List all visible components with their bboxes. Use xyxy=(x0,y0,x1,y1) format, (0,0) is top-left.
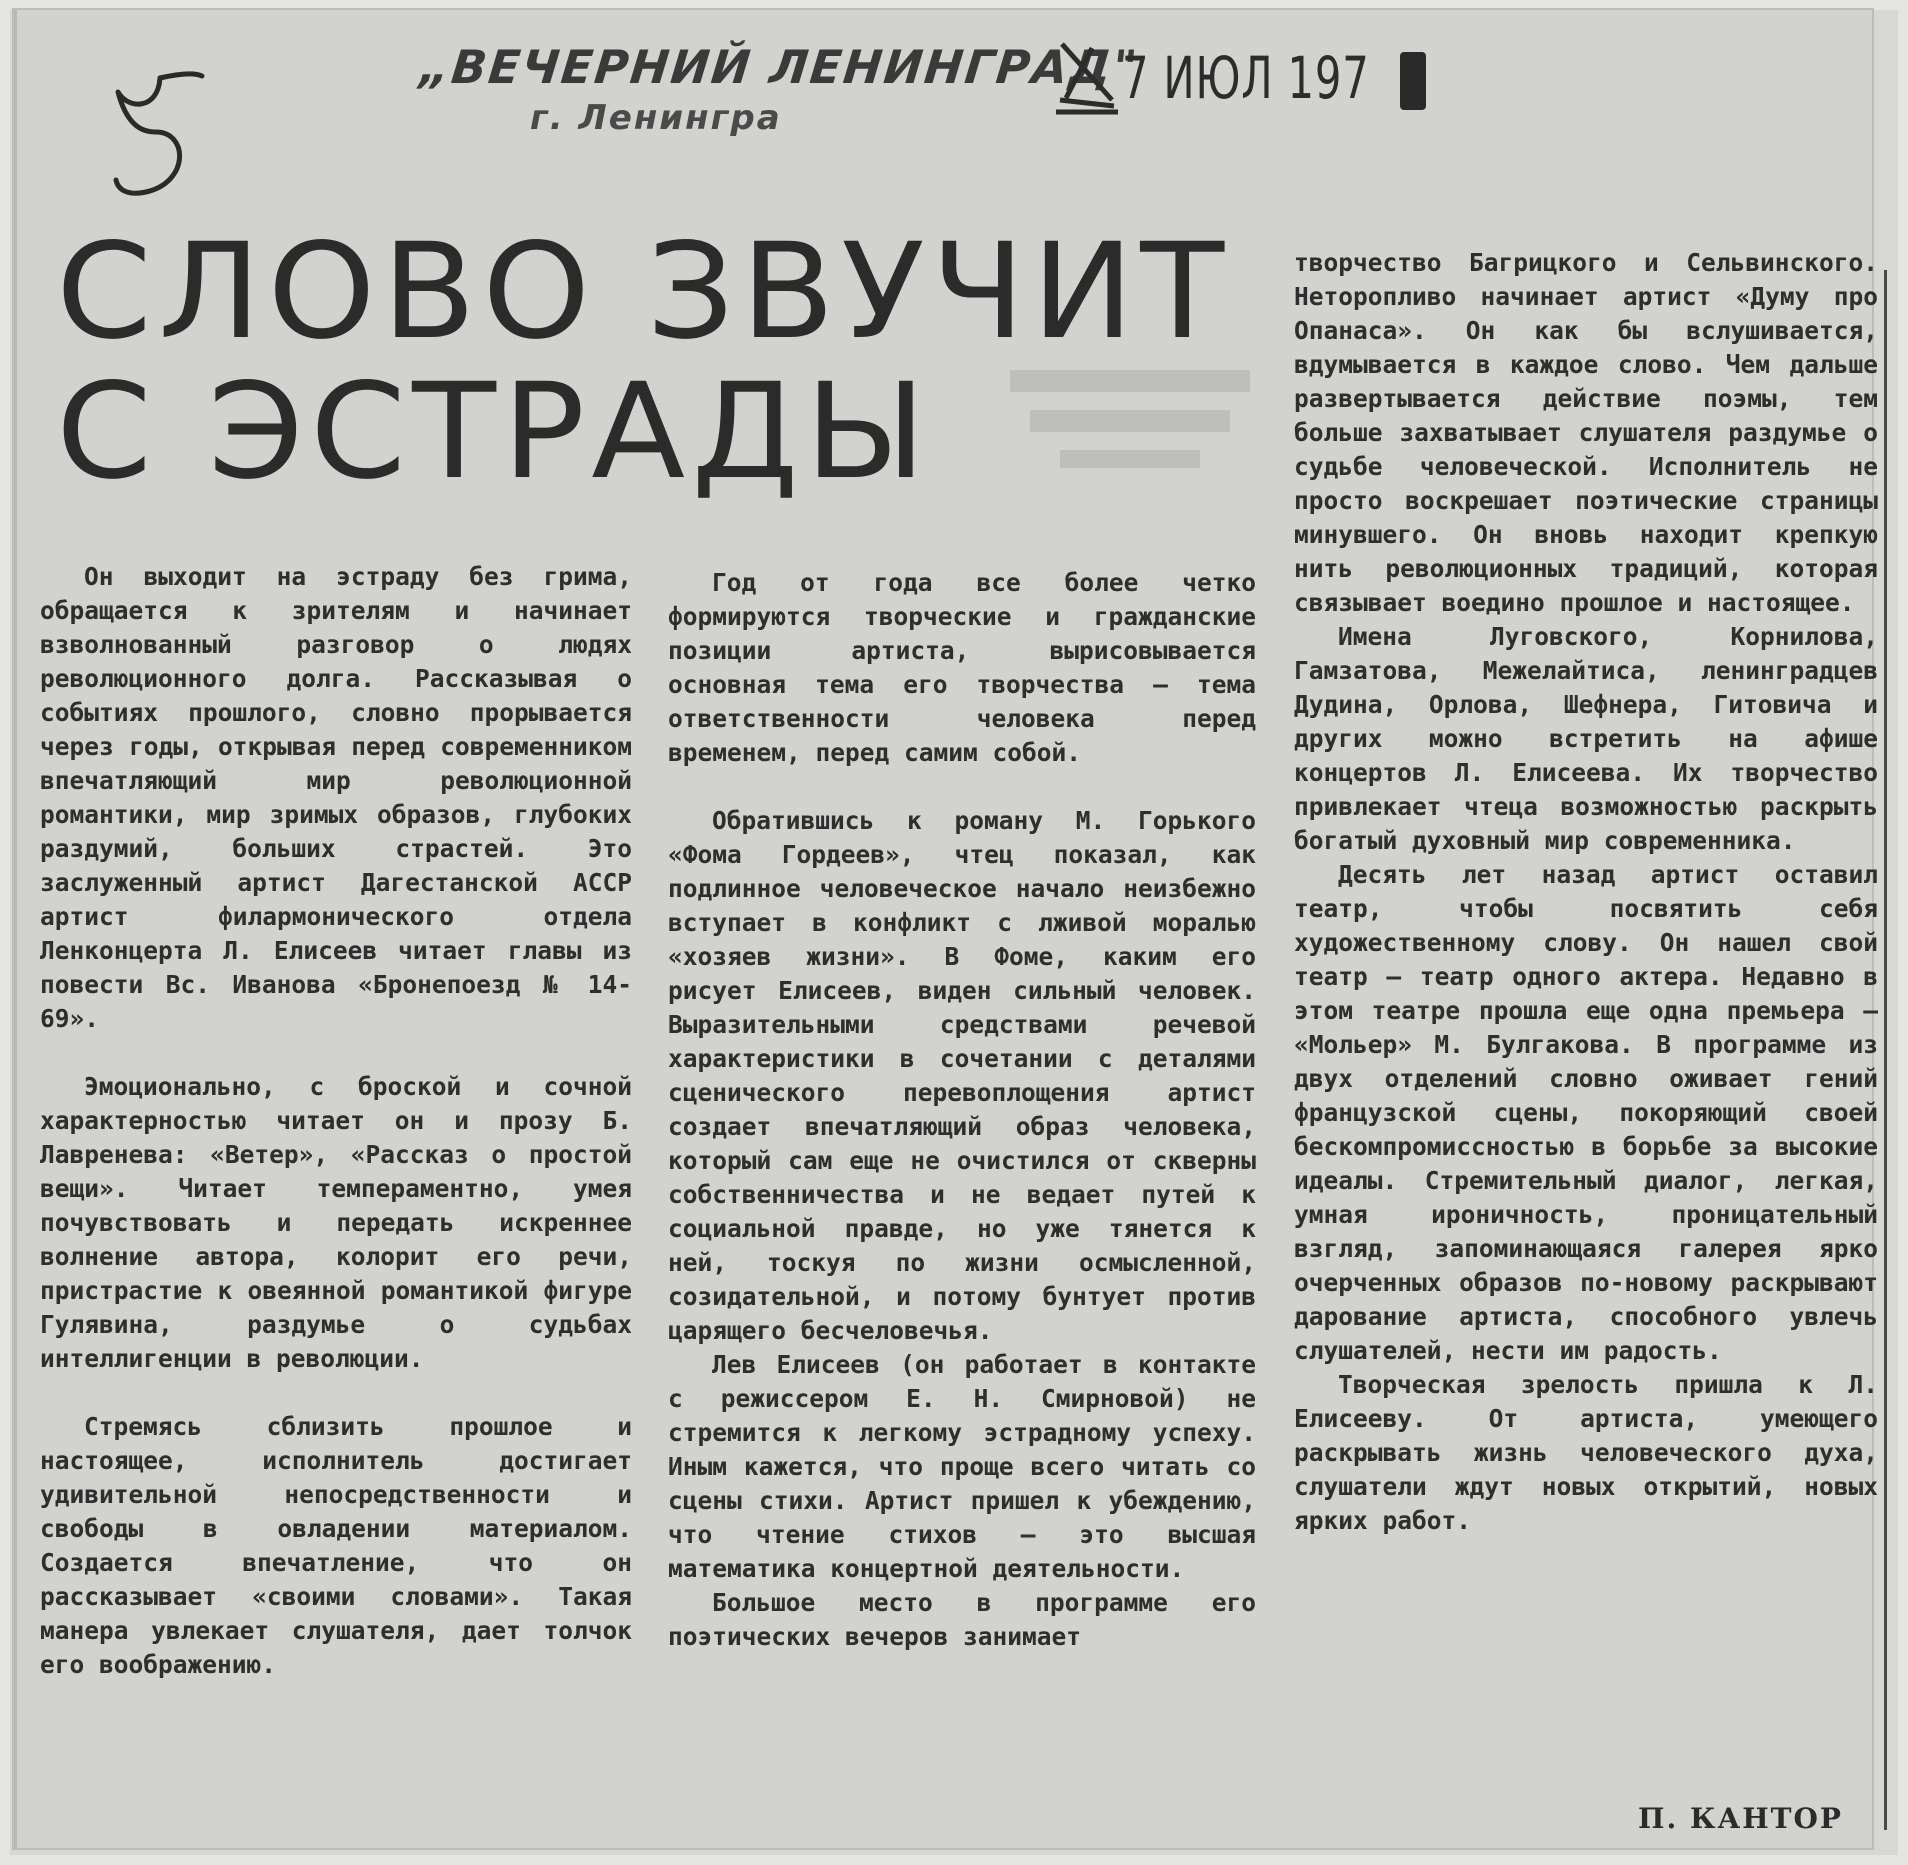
newspaper-name-stamp: „ВЕЧЕРНИЙ ЛЕНИНГРАД" xyxy=(417,40,1142,94)
article-column-2 xyxy=(668,566,1256,1654)
paragraph: Эмоционально, с броской и сочной характерностью читает он и прозу Б. Лавренева: «Ветер», «Рассказ о простой вещи». Читает темпераментно, умея почувствовать и передать искреннее волнение автора, колорит его речи, пристрастие к овеянной романтикой фигуре Гулявина, раздумье о судьбах интеллигенции в революции. xyxy=(40,1072,632,1373)
city-stamp: г. Ленингра xyxy=(530,98,782,138)
article-column-3 xyxy=(1294,246,1878,1538)
article-headline xyxy=(56,215,1231,509)
clipping-right-edge xyxy=(1884,270,1887,1830)
paragraph: Творческая зрелость пришла к Л. Елисееву. От артиста, умеющего раскрывать жизнь человеческого духа, слушатели ждут новых открытий, новых ярких работ. xyxy=(1294,1370,1878,1535)
date-stamp-blot xyxy=(1400,52,1426,110)
paragraph: Год от года все более четко формируются творческие и гражданские позиции артиста, вырисовывается основная тема его творчества — тема ответственности человека перед временем, перед самим собой. xyxy=(668,568,1256,767)
article-column-1 xyxy=(40,560,632,1682)
paragraph: Обратившись к роману М. Горького «Фома Гордеев», чтец показал, как подлинное человеческое начало неизбежно вступает в конфликт с лживой моралью «хозяев жизни». В Фоме, каким его рисует Елисеев, виден сильный человек. Выразительными средствами речевой характеристики в сочетании с деталями сценического перевоплощения артист создает впечатляющий образ человека, который сам еще не очистился от скверны собственничества и не ведает путей к социальной правде, но уже тянется к ней, тоскуя по жизни осмысленной, созидательной, и потому бунтует против царящего бесчеловечья. xyxy=(668,806,1256,1345)
headline-line-1: СЛОВО ЗВУЧИТ xyxy=(56,215,1231,369)
paragraph: Имена Луговского, Корнилова, Гамзатова, Межелайтиса, ленинградцев Дудина, Орлова, Шефнера, Гитовича и других можно встретить на афише концертов Л. Елисеева. Их творчество привлекает чтеца возможностью раскрыть богатый духовный мир современника. xyxy=(1294,622,1878,855)
paragraph: Большое место в программе его поэтических вечеров занимает xyxy=(668,1588,1256,1651)
headline-line-2: С ЭСТРАДЫ xyxy=(56,355,933,509)
stamp-mark-icon xyxy=(1052,40,1122,118)
paragraph: Он выходит на эстраду без грима, обращается к зрителям и начинает взволнованный разговор о людях революционного долга. Рассказывая о событиях прошлого, словно прорывается через годы, открывая перед современником впечатляющий мир революционной романтики, мир зримых образов, глубоких раздумий, больших страстей. Это заслуженный артист Дагестанской АССР артист филармонического отдела Ленконцерта Л. Елисеев читает главы из повести Вс. Иванова «Бронепоезд № 14-69». xyxy=(40,562,632,1033)
paragraph: Десять лет назад артист оставил театр, чтобы посвятить себя художественному слову. Он нашел свой театр — театр одного актера. Недавно в этом театре прошла еще одна премьера — «Мольер» М. Булгакова. В программе из двух отделений словно оживает гений французской сцены, покоряющий своей бескомпромиссностью в борьбе за высокие идеалы. Стремительный диалог, легкая, умная ироничность, проницательный взгляд, запоминающаяся галерея ярко очерченных образов по-новому раскрывают дарование артиста, способного увлечь слушателей, нести им радость. xyxy=(1294,860,1878,1365)
author-signature: П. КАНТОР xyxy=(1638,1802,1843,1835)
paragraph: Лев Елисеев (он работает в контакте с режиссером Е. Н. Смирновой) не стремится к легкому эстрадному успеху. Иным кажется, что проще всего читать со сцены стихи. Артист пришел к убеждению, что чтение стихов — это высшая математика концертной деятельности. xyxy=(668,1350,1256,1583)
handwritten-number xyxy=(98,70,208,204)
date-stamp-text: 7 ИЮЛ 197 xyxy=(1122,44,1370,112)
date-stamp xyxy=(1052,40,1432,118)
paragraph: творчество Багрицкого и Сельвинского. Неторопливо начинает артист «Думу про Опанаса». Он как бы вслушивается, вдумывается в каждое слово. Чем дальше развертывается действие поэмы, тем больше захватывает слушателя раздумье о судьбе человеческой. Исполнитель не просто воскрешает поэтические страницы минувшего. Он вновь находит крепкую нить революционных традиций, которая связывает воедино прошлое и настоящее. xyxy=(1294,248,1878,617)
clipping-left-edge xyxy=(14,10,17,1848)
paragraph: Стремясь сблизить прошлое и настоящее, исполнитель достигает удивительной непосредственности и свободы в овладении материалом. Создается впечатление, что он рассказывает «своими словами». Такая манера увлекает слушателя, дает толчок его воображению. xyxy=(40,1412,632,1679)
